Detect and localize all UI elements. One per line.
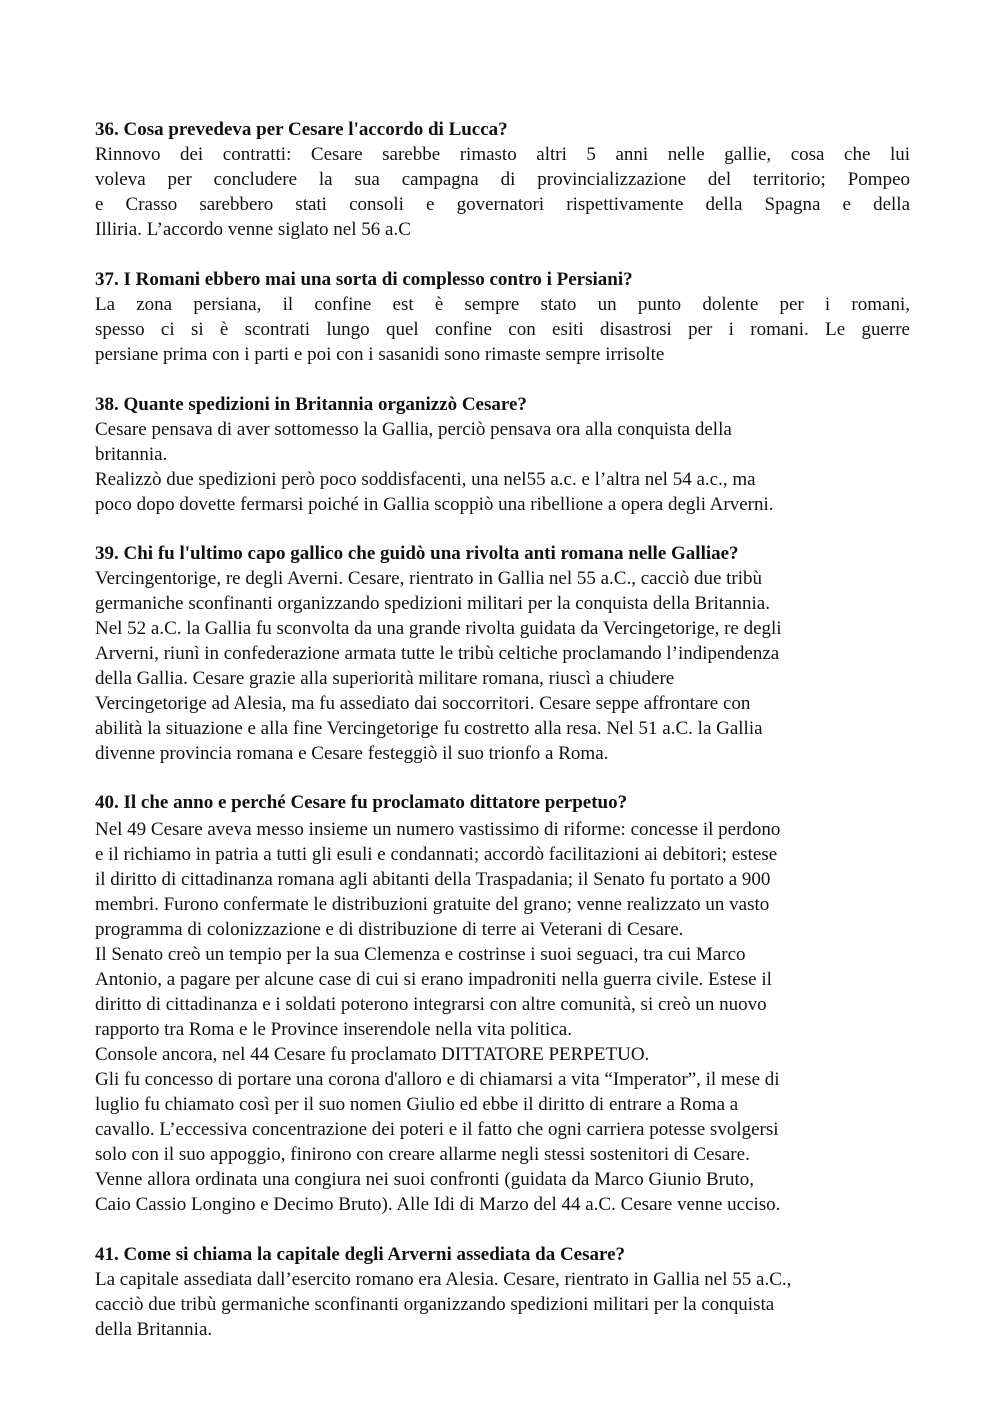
answer-line: abilità la situazione e alla fine Vercingetorige fu costretto alla resa. Nel 51 a.C. la Gallia: [95, 718, 763, 739]
answer-line: e il richiamo in patria a tutti gli esuli e condannati; accordò facilitazioni ai debitori; estese: [95, 844, 778, 865]
answer-line: voleva per concludere la sua campagna di provincializzazione del territorio; Pompeo: [95, 169, 910, 190]
answer-line: programma di colonizzazione e di distribuzione di terre ai Veterani di Cesare.: [95, 919, 684, 940]
answer-line: e Crasso sarebbero stati consoli e governatori rispettivamente della Spagna e della: [95, 194, 910, 215]
section-41: [95, 1242, 910, 1342]
answer-line: spesso ci si è scontrati lungo quel confine con esiti disastrosi per i romani. Le guerre: [95, 319, 910, 340]
question-heading: 41. Come si chiama la capitale degli Arverni assediata da Cesare?: [95, 1244, 626, 1265]
answer-line: poco dopo dovette fermarsi poiché in Gallia scoppiò una ribellione a opera degli Arverni.: [95, 494, 774, 515]
answer-line: diritto di cittadinanza e i soldati poterono integrarsi con altre comunità, si creò un nuovo: [95, 994, 767, 1015]
answer-paragraph: [95, 292, 910, 367]
answer-line: Vercingetorige ad Alesia, ma fu assediato dai soccorritori. Cesare seppe affrontare con: [95, 693, 751, 714]
answer-line: cavallo. L’eccessiva concentrazione dei poteri e il fatto che ogni carriera potesse svolgersi: [95, 1119, 779, 1140]
answer-line: germaniche sconfinanti organizzando spedizioni militari per la conquista della Britannia.: [95, 593, 770, 614]
answer-line: il diritto di cittadinanza romana agli abitanti della Traspadania; il Senato fu portato a 900: [95, 869, 771, 890]
question-heading: 38. Quante spedizioni in Britannia organizzò Cesare?: [95, 394, 527, 415]
answer-line: Venne allora ordinata una congiura nei suoi confronti (guidata da Marco Giunio Bruto,: [95, 1169, 754, 1190]
answer-line: cacciò due tribù germaniche sconfinanti organizzando spedizioni militari per la conquista: [95, 1294, 775, 1315]
answer-line: della Gallia. Cesare grazie alla superiorità militare romana, riuscì a chiudere: [95, 668, 675, 689]
answer-paragraph: [95, 417, 910, 517]
answer-paragraph: [95, 566, 910, 766]
answer-line: Caio Cassio Longino e Decimo Bruto). Alle Idi di Marzo del 44 a.C. Cesare venne ucciso.: [95, 1194, 781, 1215]
answer-line: Arverni, riunì in confederazione armata tutte le tribù celtiche proclamando l’indipendenza: [95, 643, 780, 664]
answer-line: Nel 49 Cesare aveva messo insieme un numero vastissimo di riforme: concesse il perdono: [95, 819, 781, 840]
answer-line: solo con il suo appoggio, finirono con creare allarme negli stessi sostenitori di Cesare.: [95, 1144, 750, 1165]
section-36: [95, 117, 910, 242]
answer-line: Rinnovo dei contratti: Cesare sarebbe rimasto altri 5 anni nelle gallie, cosa che lui: [95, 144, 910, 165]
answer-line: Realizzò due spedizioni però poco soddisfacenti, una nel55 a.c. e l’altra nel 54 a.c., ma: [95, 469, 756, 490]
answer-line: membri. Furono confermate le distribuzioni gratuite del grano; venne realizzato un vasto: [95, 894, 770, 915]
answer-line: della Britannia.: [95, 1319, 213, 1340]
answer-paragraph: [95, 142, 910, 242]
question-heading: 37. I Romani ebbero mai una sorta di complesso contro i Persiani?: [95, 269, 633, 290]
answer-paragraph: [95, 1267, 910, 1342]
question-heading: 39. Chi fu l'ultimo capo gallico che guidò una rivolta anti romana nelle Galliae?: [95, 543, 739, 564]
section-37: [95, 267, 910, 367]
answer-paragraph: [95, 817, 910, 1217]
section-39: [95, 541, 910, 766]
answer-line: divenne provincia romana e Cesare festeggiò il suo trionfo a Roma.: [95, 743, 609, 764]
answer-line: La zona persiana, il confine est è sempre stato un punto dolente per i romani,: [95, 294, 910, 315]
question-heading: 36. Cosa prevedeva per Cesare l'accordo di Lucca?: [95, 119, 508, 140]
answer-line: persiane prima con i parti e poi con i sasanidi sono rimaste sempre irrisolte: [95, 344, 665, 365]
answer-line: Vercingentorige, re degli Averni. Cesare, rientrato in Gallia nel 55 a.C., cacciò due tribù: [95, 568, 763, 589]
answer-line: La capitale assediata dall’esercito romano era Alesia. Cesare, rientrato in Gallia nel 55 a.C.,: [95, 1269, 792, 1290]
answer-line: Illiria. L’accordo venne siglato nel 56 a.C: [95, 219, 411, 240]
answer-line: Cesare pensava di aver sottomesso la Gallia, perciò pensava ora alla conquista della: [95, 419, 732, 440]
answer-line: luglio fu chiamato così per il suo nomen Giulio ed ebbe il diritto di entrare a Roma a: [95, 1094, 739, 1115]
section-38: [95, 392, 910, 517]
question-heading: 40. Il che anno e perché Cesare fu proclamato dittatore perpetuo?: [95, 792, 628, 813]
answer-line: Il Senato creò un tempio per la sua Clemenza e costrinse i suoi seguaci, tra cui Marco: [95, 944, 746, 965]
answer-line: Antonio, a pagare per alcune case di cui si erano impadroniti nella guerra civile. Estese il: [95, 969, 772, 990]
answer-line: rapporto tra Roma e le Province inserendole nella vita politica.: [95, 1019, 572, 1040]
section-40: [95, 790, 910, 1217]
answer-line: Console ancora, nel 44 Cesare fu proclamato DITTATORE PERPETUO.: [95, 1044, 650, 1065]
answer-line: Nel 52 a.C. la Gallia fu sconvolta da una grande rivolta guidata da Vercingetorige, re degli: [95, 618, 782, 639]
answer-line: Gli fu concesso di portare una corona d'alloro e di chiamarsi a vita “Imperator”, il mese di: [95, 1069, 780, 1090]
answer-line: britannia.: [95, 444, 168, 465]
